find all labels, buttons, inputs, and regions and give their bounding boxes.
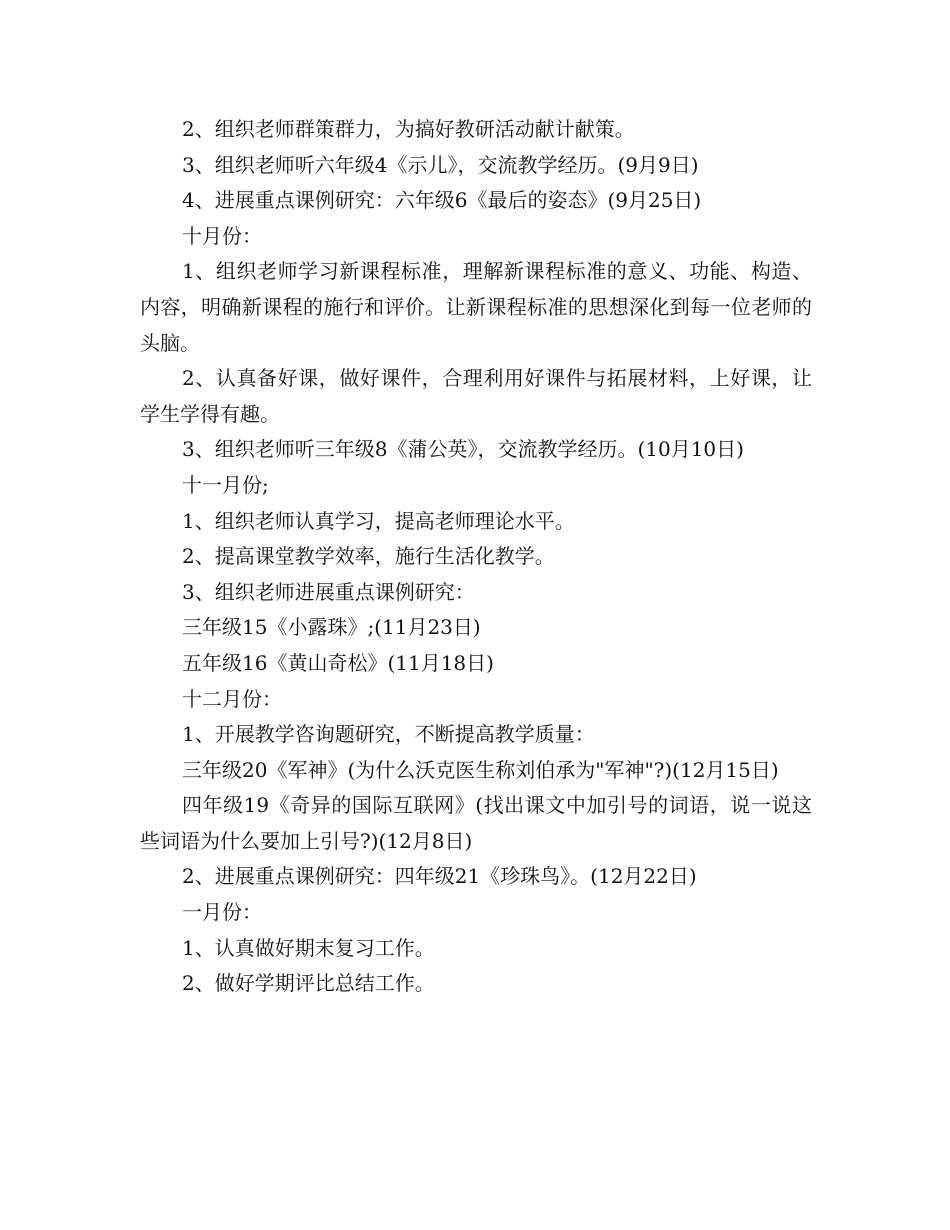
paragraph: 四年级19《奇异的国际互联网》(找出课文中加引号的词语，说一说这些词语为什么要加上引号?)(12月8日)	[140, 793, 812, 853]
paragraph: 2、做好学期评比总结工作。	[182, 971, 435, 996]
paragraph: 2、进展重点课例研究：四年级21《珍珠鸟》。(12月22日)	[182, 864, 697, 889]
section-heading-january: 一月份：	[182, 900, 262, 925]
paragraph: 2、认真备好课，做好课件，合理利用好课件与拓展材料，上好课，让学生学得有趣。	[140, 366, 812, 426]
paragraph: 1、组织老师学习新课程标准，理解新课程标准的意义、功能、构造、内容，明确新课程的施行和评价。让新课程标准的思想深化到每一位老师的头脑。	[140, 259, 812, 355]
paragraph: 3、组织老师进展重点课例研究：	[182, 579, 475, 604]
document-body	[140, 112, 812, 1002]
paragraph: 1、认真做好期末复习工作。	[182, 935, 435, 960]
section-heading-december: 十二月份：	[182, 686, 282, 711]
paragraph: 2、提高课堂教学效率，施行生活化教学。	[182, 544, 555, 569]
section-heading-october: 十月份：	[182, 223, 262, 248]
section-heading-november: 十一月份;	[182, 472, 269, 497]
paragraph: 3、组织老师听三年级8《蒲公英》，交流教学经历。(10月10日)	[182, 437, 744, 462]
paragraph: 1、开展教学咨询题研究，不断提高教学质量：	[182, 722, 595, 747]
paragraph: 2、组织老师群策群力，为搞好教研活动献计献策。	[182, 117, 635, 141]
paragraph: 三年级20《军神》(为什么沃克医生称刘伯承为"军神"?)(12月15日)	[182, 757, 779, 782]
paragraph: 4、进展重点课例研究：六年级6《最后的姿态》(9月25日)	[182, 188, 702, 213]
paragraph: 五年级16《黄山奇松》(11月18日)	[182, 650, 494, 675]
paragraph: 3、组织老师听六年级4《示儿》，交流教学经历。(9月9日)	[182, 152, 699, 177]
paragraph: 三年级15《小露珠》;(11月23日)	[182, 615, 481, 640]
paragraph: 1、组织老师认真学习，提高老师理论水平。	[182, 508, 575, 533]
